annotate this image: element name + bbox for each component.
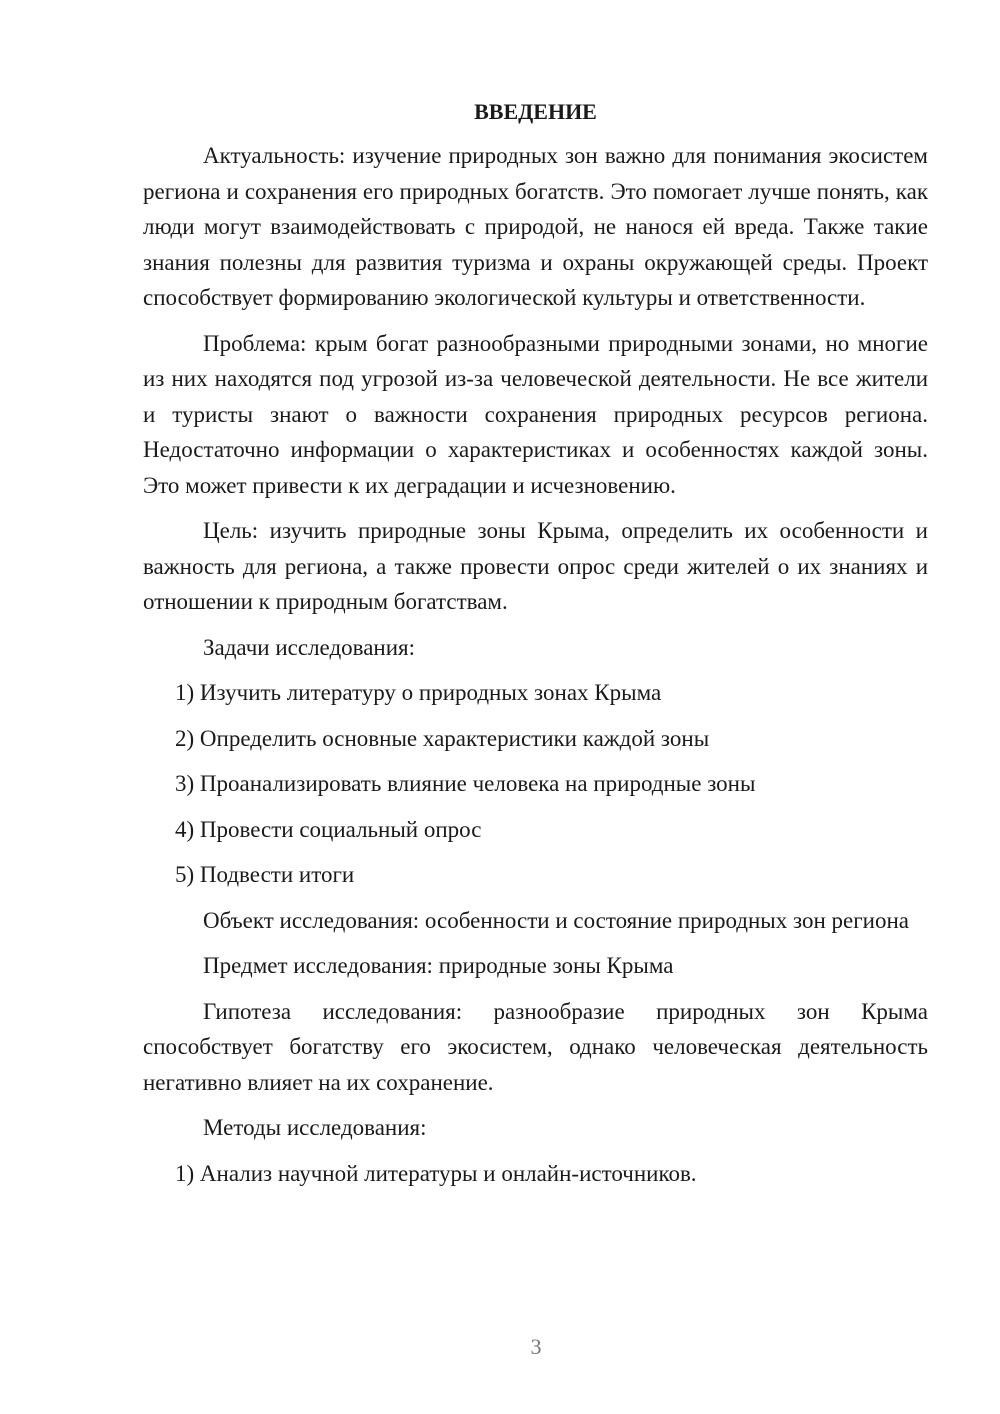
task-item-1: 1) Изучить литературу о природных зонах Крыма	[175, 680, 662, 705]
subject-line: Предмет исследования: природные зоны Крыма	[203, 953, 674, 978]
goal-paragraph: Цель: изучить природные зоны Крыма, определить их особенности и важность для региона, а также провести опрос среди жителей о их знаниях и отношении к природным богатствам.	[143, 518, 928, 614]
page-number: 3	[530, 1334, 542, 1359]
document-page	[143, 96, 928, 1201]
method-item-1: 1) Анализ научной литературы и онлайн-источников.	[175, 1160, 697, 1186]
task-item-2: 2) Определить основные характеристики каждой зоны	[175, 725, 710, 751]
problem-paragraph: Проблема: крым богат разнообразными природными зонами, но многие из них находятся под угрозой из-за человеческой деятельности. Не все жители и туристы знают о важности сохранения природных ресурсов региона. Недостаточно информации о характеристиках и особенностях каждой зоны. Это может привести к их деградации и исчезновению.	[143, 330, 928, 498]
methods-heading: Методы исследования:	[203, 1115, 427, 1140]
object-paragraph: Объект исследования: особенности и состояние природных зон региона	[203, 907, 909, 933]
tasks-heading: Задачи исследования:	[203, 634, 416, 660]
task-item-5: 5) Подвести итоги	[175, 862, 355, 887]
hypothesis-paragraph: Гипотеза исследования: разнообразие природных зон Крыма способствует богатству его экосистем, однако человеческая деятельность негативно влияет на их сохранение.	[143, 998, 928, 1095]
task-item-3: 3) Проанализировать влияние человека на природные зоны	[175, 771, 756, 796]
section-title: ВВЕДЕНИЕ	[474, 99, 597, 124]
relevance-paragraph: Актуальность: изучение природных зон важно для понимания экосистем региона и сохранения его природных богатств. Это помогает лучше понять, как люди могут взаимодействовать с природой, не нанося ей вреда. Также такие знания полезны для развития туризма и охраны окружающей среды. Проект способствует формированию экологической культуры и ответственности.	[143, 143, 928, 310]
task-item-4: 4) Провести социальный опрос	[175, 816, 482, 842]
